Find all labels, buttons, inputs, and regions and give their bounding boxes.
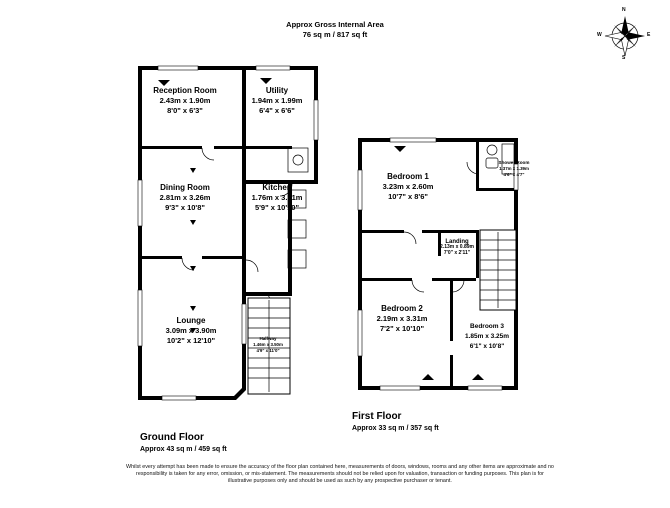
room-dim-metric: 1.85m x 3.25m [464, 333, 510, 340]
room-label-bedroom-1 [355, 172, 461, 201]
room-dim-imperial: 9'3" x 10'8" [165, 202, 205, 212]
first-floor-title-block [352, 411, 439, 432]
first-floor-subtitle: Approx 33 sq m / 357 sq ft [352, 425, 439, 432]
first-floor-title: First Floor [352, 411, 402, 422]
room-name: Hallway [259, 336, 277, 341]
room-dim-imperial: 10'2" x 12'10" [166, 335, 216, 345]
room-dim-imperial: 4'6" x 4'7" [503, 171, 525, 177]
room-label-kitchen [240, 183, 314, 212]
room-dim-metric: 2.13m x 0.89m [440, 244, 474, 250]
room-dim-imperial: 5'9" x 10'10" [254, 202, 300, 212]
room-dim-metric: 1.46m x 3.50m [253, 342, 283, 347]
room-name: Lounge [176, 316, 206, 325]
room-name: Landing [445, 239, 469, 245]
room-dim-metric: 3.09m x 3.90m [165, 326, 217, 335]
room-dim-metric: 3.23m x 2.60m [382, 182, 434, 191]
room-name: Utility [265, 86, 289, 95]
disclaimer-text: Whilst every attempt has been made to ensure the accuracy of the floor plan contained here, measurements of doors, windows, rooms and any other items are approximate and no responsibility is taken for any error, omission, or mis-statement. The measurements should not be relied upon for valuation, transaction or funding purposes. This plan is for illustrative purposes only and should be used as such by any prospective purchaser or tenant. [126, 464, 554, 485]
room-label-reception-room [139, 86, 231, 115]
gross-area-line2: 76 sq m / 817 sq ft [302, 30, 368, 39]
room-dim-imperial: 10'7" x 8'6" [388, 191, 428, 201]
room-name: Reception Room [153, 86, 217, 95]
room-name: Dining Room [160, 183, 210, 192]
room-label-landing [424, 239, 490, 256]
room-label-bedroom-3 [446, 322, 528, 351]
ground-floor-title: Ground Floor [140, 432, 204, 443]
room-label-utility [237, 86, 317, 115]
room-dim-metric: 1.76m x 3.31m [251, 193, 303, 202]
room-dim-metric: 2.43m x 1.90m [159, 96, 211, 105]
room-dim-imperial: 6'4" x 6'6" [259, 105, 295, 115]
room-dim-metric: 2.81m x 3.26m [159, 193, 211, 202]
room-label-bedroom-2 [353, 304, 451, 333]
room-dim-imperial: 7'0" x 2'11" [443, 249, 471, 256]
room-dim-imperial: 7'2" x 10'10" [379, 323, 425, 333]
room-dim-imperial: 6'1" x 10'8" [469, 342, 505, 350]
room-label-shower-room [483, 160, 545, 177]
room-name: Kitchen [262, 183, 292, 192]
room-dim-imperial: 8'0" x 6'3" [167, 105, 203, 115]
gross-area-line1: Approx Gross Internal Area [286, 20, 384, 29]
compass-north-label: N [622, 7, 626, 13]
room-dim-metric: 1.37m x 1.39m [499, 166, 529, 171]
room-label-dining-room [139, 183, 231, 212]
gross-area-header [220, 20, 450, 40]
room-name: Bedroom 2 [381, 304, 423, 313]
room-label-hallway [240, 336, 296, 353]
ground-floor-title-block [140, 432, 227, 453]
compass-west-label: W [597, 32, 602, 38]
ground-floor-subtitle: Approx 43 sq m / 459 sq ft [140, 446, 227, 453]
compass-south-label: S [622, 55, 626, 61]
room-name: Shower Room [498, 160, 530, 165]
room-dim-metric: 2.19m x 3.31m [376, 314, 428, 323]
room-dim-imperial: 4'9" x 11'0" [256, 347, 280, 353]
compass-rose [595, 8, 655, 64]
compass-east-label: E [647, 32, 651, 38]
room-dim-metric: 1.94m x 1.99m [251, 96, 303, 105]
room-name: Bedroom 3 [470, 323, 504, 330]
room-label-lounge [145, 316, 237, 345]
room-name: Bedroom 1 [387, 172, 429, 181]
